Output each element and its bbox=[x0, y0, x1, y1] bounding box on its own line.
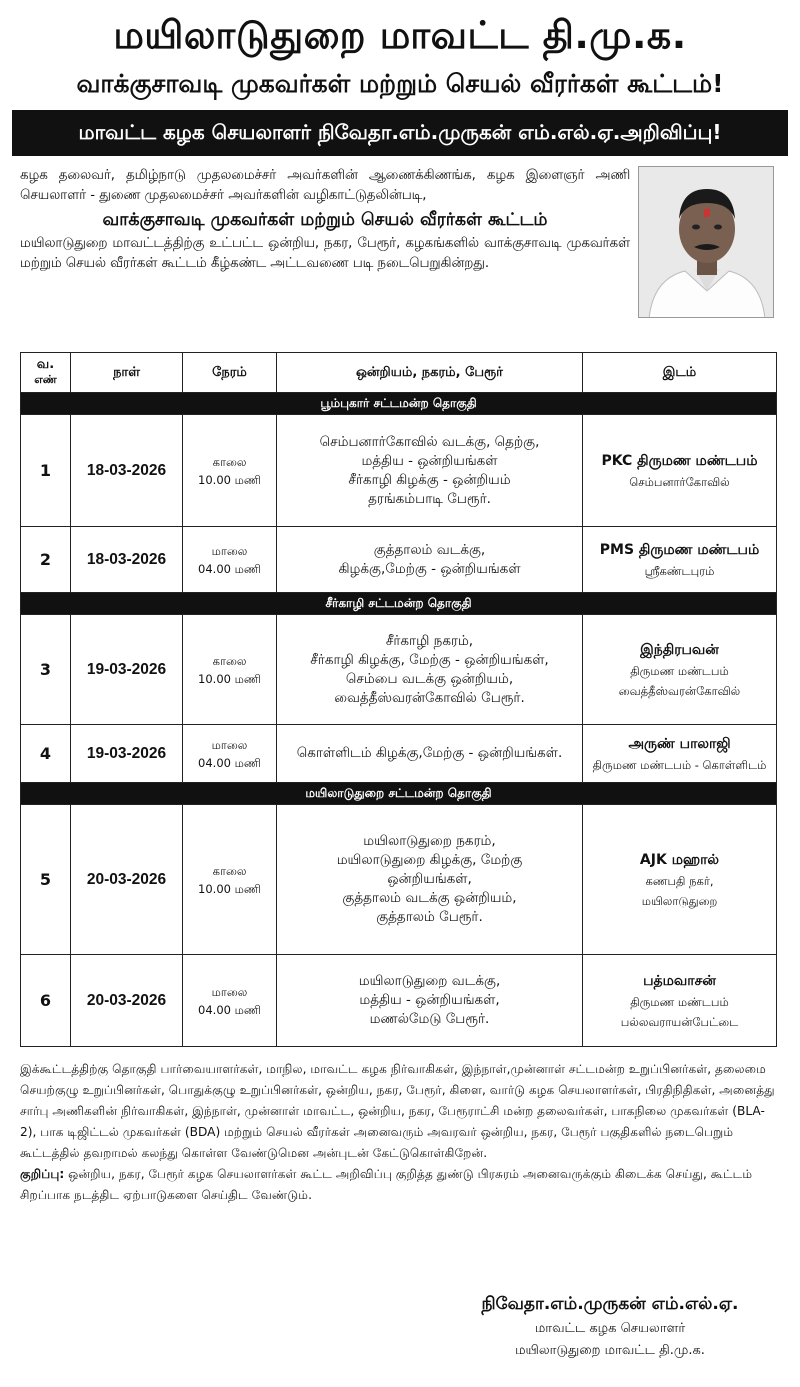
time-line: 10.00 மணி bbox=[198, 671, 261, 686]
intro-text bbox=[20, 166, 630, 274]
venue-sub: திருமண மண்டபம் bbox=[630, 663, 729, 678]
date-cell: 18-03-2026 bbox=[71, 527, 183, 593]
area-line: கொள்ளிடம் கிழக்கு,மேற்கு - ஒன்றியங்கள். bbox=[296, 745, 563, 761]
area-line: சீர்காழி கிழக்கு - ஒன்றியம் bbox=[348, 471, 511, 488]
table-row bbox=[21, 615, 777, 725]
venue-cell bbox=[583, 725, 777, 783]
venue-sub: ஸ்ரீகண்டபுரம் bbox=[644, 563, 715, 578]
section-title: சீர்காழி சட்டமன்ற தொகுதி bbox=[21, 593, 777, 615]
note-text: ஒன்றிய, நகர, பேரூர் கழக செயலாளர்கள் கூட்ட அறிவிப்பு குறித்த துண்டு பிரசுரம் அனைவருக்கும் கிடைக்க செய்து, கூட்டம் சிறப்பாக நடத்திட ஏற்பாடுகளை செய்திட வேண்டும். bbox=[20, 1167, 753, 1202]
area-line: தரங்கம்பாடி பேரூர். bbox=[368, 490, 491, 507]
time-line: 04.00 மணி bbox=[198, 561, 261, 576]
header-venue: இடம் bbox=[583, 353, 777, 393]
venue-name: PKC திருமண மண்டபம் bbox=[601, 452, 758, 469]
area-cell bbox=[277, 725, 583, 783]
venue-cell bbox=[583, 955, 777, 1047]
leader-photo bbox=[638, 166, 774, 318]
venue-sub: பல்லவராயன்பேட்டை bbox=[620, 1014, 739, 1029]
time-line: 04.00 மணி bbox=[198, 1002, 261, 1017]
area-line: சீர்காழி நகரம், bbox=[385, 632, 474, 649]
page-subtitle: வாக்குசாவடி முகவர்கள் மற்றும் செயல் வீரர்கள் கூட்டம்! bbox=[76, 69, 724, 98]
time-cell bbox=[183, 805, 277, 955]
schedule-table bbox=[20, 352, 777, 1047]
venue-name: பத்மவாசன் bbox=[643, 972, 716, 989]
section-row bbox=[21, 393, 777, 415]
intro-section bbox=[12, 166, 788, 348]
venue-cell bbox=[583, 615, 777, 725]
area-line: வைத்தீஸ்வரன்கோவில் பேரூர். bbox=[334, 689, 525, 706]
time-line: மாலை bbox=[211, 737, 248, 752]
venue-name: AJK மஹால் bbox=[639, 851, 720, 868]
time-cell bbox=[183, 725, 277, 783]
time-line: மாலை bbox=[211, 984, 248, 999]
table-row bbox=[21, 805, 777, 955]
area-line: மயிலாடுதுறை வடக்கு, bbox=[358, 973, 501, 989]
serial-cell: 3 bbox=[21, 615, 71, 725]
area-line: செம்பனார்கோவில் வடக்கு, தெற்கு, bbox=[319, 433, 540, 450]
header-date: நாள் bbox=[71, 353, 183, 393]
date-cell: 20-03-2026 bbox=[71, 805, 183, 955]
time-line: மாலை bbox=[211, 543, 248, 558]
time-line: 10.00 மணி bbox=[198, 881, 261, 896]
date-cell: 19-03-2026 bbox=[71, 725, 183, 783]
announcement-banner: மாவட்ட கழக செயலாளர் நிவேதா.எம்.முருகன் எம்.எல்.ஏ.அறிவிப்பு! bbox=[12, 110, 788, 156]
signatory-name: நிவேதா.எம்.முருகன் எம்.எல்.ஏ. bbox=[481, 1294, 739, 1314]
note-label: குறிப்பு: bbox=[20, 1167, 65, 1181]
area-line: மத்திய - ஒன்றியங்கள் bbox=[361, 452, 498, 469]
area-line: மணல்மேடு பேரூர். bbox=[369, 1011, 490, 1027]
area-line: குத்தாலம் பேரூர். bbox=[376, 909, 483, 925]
time-cell bbox=[183, 527, 277, 593]
venue-name: PMS திருமண மண்டபம் bbox=[599, 541, 760, 558]
venue-cell bbox=[583, 415, 777, 527]
time-cell bbox=[183, 955, 277, 1047]
date-cell: 19-03-2026 bbox=[71, 615, 183, 725]
time-cell bbox=[183, 615, 277, 725]
header-area: ஒன்றியம், நகரம், பேரூர் bbox=[277, 353, 583, 393]
table-row bbox=[21, 725, 777, 783]
section-row bbox=[21, 783, 777, 805]
area-cell bbox=[277, 527, 583, 593]
area-cell bbox=[277, 615, 583, 725]
date-cell: 18-03-2026 bbox=[71, 415, 183, 527]
section-row bbox=[21, 593, 777, 615]
time-line: 10.00 மணி bbox=[198, 472, 261, 487]
signatory-role: மாவட்ட கழக செயலாளர் bbox=[534, 1321, 686, 1336]
time-line: காலை bbox=[212, 863, 247, 878]
venue-sub: செம்பனார்கோவில் bbox=[629, 474, 730, 489]
area-line: சீர்காழி கிழக்கு, மேற்கு - ஒன்றியங்கள், bbox=[310, 651, 549, 668]
page-title: மயிலாடுதுறை மாவட்ட தி.மு.க. bbox=[113, 13, 687, 57]
intro-highlight: வாக்குசாவடி முகவர்கள் மற்றும் செயல் வீரர்கள் கூட்டம் bbox=[102, 210, 548, 230]
venue-cell bbox=[583, 527, 777, 593]
intro-line-1: கழக தலைவர், தமிழ்நாடு முதலமைச்சர் அவர்களின் ஆணைக்கிணங்க, கழக இளைஞர் அணி செயலாளர் - துணை முதலமைச்சர் அவர்களின் வழிகாட்டுதலின்படி, bbox=[20, 168, 630, 203]
venue-sub: கணபதி நகர், bbox=[645, 873, 714, 888]
serial-cell: 6 bbox=[21, 955, 71, 1047]
venue-sub: திருமண மண்டபம் bbox=[630, 994, 729, 1009]
footer-note bbox=[20, 1164, 780, 1206]
signature-block bbox=[460, 1290, 760, 1362]
venue-sub: திருமண மண்டபம் - கொள்ளிடம் bbox=[592, 757, 767, 772]
signatory-org: மயிலாடுதுறை மாவட்ட தி.மு.க. bbox=[515, 1343, 705, 1358]
table-row bbox=[21, 415, 777, 527]
serial-cell: 5 bbox=[21, 805, 71, 955]
area-line: ஒன்றியங்கள், bbox=[387, 871, 472, 887]
intro-line-2: மயிலாடுதுறை மாவட்டத்திற்கு உட்பட்ட ஒன்றிய, நகர, பேரூர், கழகங்களில் வாக்குசாவடி முகவர்கள் மற்றும் செயல் வீரர்கள் கூட்டம் கீழ்கண்ட அட்டவணை படி நடைபெறுகின்றது. bbox=[20, 236, 630, 271]
time-line: 04.00 மணி bbox=[198, 755, 261, 770]
serial-cell: 4 bbox=[21, 725, 71, 783]
area-cell bbox=[277, 415, 583, 527]
serial-cell: 2 bbox=[21, 527, 71, 593]
schedule-body bbox=[21, 393, 777, 1047]
venue-name: அருண் பாலாஜி bbox=[628, 735, 731, 752]
portrait-image bbox=[639, 167, 774, 318]
area-line: மத்திய - ஒன்றியங்கள், bbox=[359, 992, 500, 1008]
area-line: குத்தாலம் வடக்கு ஒன்றியம், bbox=[342, 890, 517, 906]
date-cell: 20-03-2026 bbox=[71, 955, 183, 1047]
venue-name: இந்திரபவன் bbox=[640, 641, 719, 658]
serial-cell: 1 bbox=[21, 415, 71, 527]
venue-sub: வைத்தீஸ்வரன்கோவில் bbox=[618, 683, 741, 698]
area-line: மயிலாடுதுறை நகரம், bbox=[363, 833, 496, 849]
table-row bbox=[21, 527, 777, 593]
time-line: காலை bbox=[212, 454, 247, 469]
table-row bbox=[21, 955, 777, 1047]
time-cell bbox=[183, 415, 277, 527]
area-cell bbox=[277, 955, 583, 1047]
table-header-row bbox=[21, 353, 777, 393]
venue-sub: மயிலாடுதுறை bbox=[641, 893, 718, 908]
area-line: மயிலாடுதுறை கிழக்கு, மேற்கு bbox=[336, 852, 523, 868]
venue-cell bbox=[583, 805, 777, 955]
section-title: மயிலாடுதுறை சட்டமன்ற தொகுதி bbox=[21, 783, 777, 805]
area-line: கிழக்கு,மேற்கு - ஒன்றியங்கள் bbox=[338, 560, 521, 577]
time-line: காலை bbox=[212, 653, 247, 668]
area-line: செம்பை வடக்கு ஒன்றியம், bbox=[345, 670, 514, 687]
area-cell bbox=[277, 805, 583, 955]
header-time: நேரம் bbox=[183, 353, 277, 393]
section-title: பூம்புகார் சட்டமன்ற தொகுதி bbox=[21, 393, 777, 415]
area-line: குத்தாலம் வடக்கு, bbox=[373, 541, 486, 558]
footer-paragraph: இக்கூட்டத்திற்கு தொகுதி பார்வையாளர்கள், மாநில, மாவட்ட கழக நிர்வாகிகள், இந்நாள்,முன்னாள் சட்டமன்ற உறுப்பினர்கள், தலைமை செயற்குழு உறுப்பினர்கள், பொதுக்குழு உறுப்பினர்கள், ஒன்றிய, நகர, பேரூர், கிளை, வார்டு கழக செயலாளர்கள், பிரதிநிதிகள், அனைத்து சார்பு அணிகளின் நிர்வாகிகள், இந்நாள், முன்னாள் மாவட்ட, ஒன்றிய, நகர, பேரூராட்சி மன்ற தலைவர்கள், பாகநிலை முகவர்கள் (BLA-2), பாக டிஜிட்டல் முகவர்கள் (BDA) மற்றும் செயல் வீரர்கள் அனைவரும் அவரவர் ஒன்றிய, நகர, பேரூர் பகுதிகளில் நடைபெறும் கூட்டத்தில் தவறாமல் கலந்து கொள்ள வேண்டுமென அன்புடன் கேட்டுகொள்கிறேன். bbox=[20, 1062, 775, 1160]
footer-text bbox=[20, 1059, 780, 1206]
header-serial: வ. எண் bbox=[21, 353, 71, 393]
